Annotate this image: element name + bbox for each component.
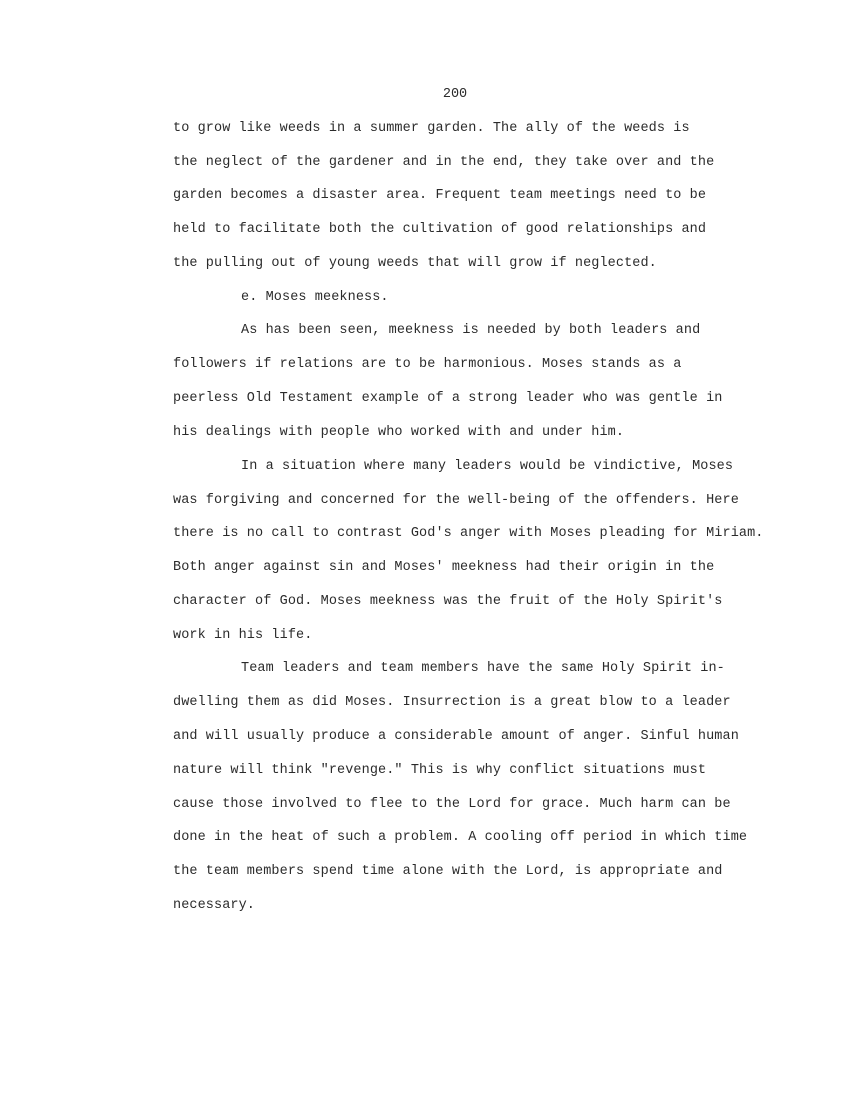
- text-line: done in the heat of such a problem. A cooling off period in which time: [173, 830, 748, 845]
- text-line: work in his life.: [173, 628, 313, 643]
- text-line: held to facilitate both the cultivation of good relationships and: [173, 222, 707, 237]
- text-line: peerless Old Testament example of a strong leader who was gentle in: [173, 391, 723, 406]
- text-line: Both anger against sin and Moses' meekness had their origin in the: [173, 560, 715, 575]
- text-line: the neglect of the gardener and in the end, they take over and the: [173, 155, 715, 170]
- text-line: was forgiving and concerned for the well-being of the offenders. Here: [173, 493, 739, 508]
- text-line: followers if relations are to be harmonious. Moses stands as a: [173, 357, 682, 372]
- text-line: and will usually produce a considerable amount of anger. Sinful human: [173, 729, 739, 744]
- text-line: garden becomes a disaster area. Frequent team meetings need to be: [173, 188, 707, 203]
- text-line: there is no call to contrast God's anger with Moses pleading for Miriam.: [173, 526, 764, 541]
- text-line: necessary.: [173, 898, 256, 913]
- text-line: Team leaders and team members have the same Holy Spirit in-: [241, 661, 725, 676]
- text-line: cause those involved to flee to the Lord for grace. Much harm can be: [173, 797, 731, 812]
- text-line: dwelling them as did Moses. Insurrection is a great blow to a leader: [173, 695, 731, 710]
- text-line: to grow like weeds in a summer garden. The ally of the weeds is: [173, 121, 690, 136]
- text-line: his dealings with people who worked with and under him.: [173, 425, 625, 440]
- text-line: In a situation where many leaders would be vindictive, Moses: [241, 459, 734, 474]
- section-heading: e. Moses meekness.: [241, 290, 389, 305]
- text-line: As has been seen, meekness is needed by both leaders and: [241, 323, 701, 338]
- page-number: 200: [442, 87, 468, 102]
- text-line: the team members spend time alone with the Lord, is appropriate and: [173, 864, 723, 879]
- text-line: character of God. Moses meekness was the fruit of the Holy Spirit's: [173, 594, 723, 609]
- text-line: nature will think "revenge." This is why conflict situations must: [173, 763, 707, 778]
- text-line: the pulling out of young weeds that will grow if neglected.: [173, 256, 657, 271]
